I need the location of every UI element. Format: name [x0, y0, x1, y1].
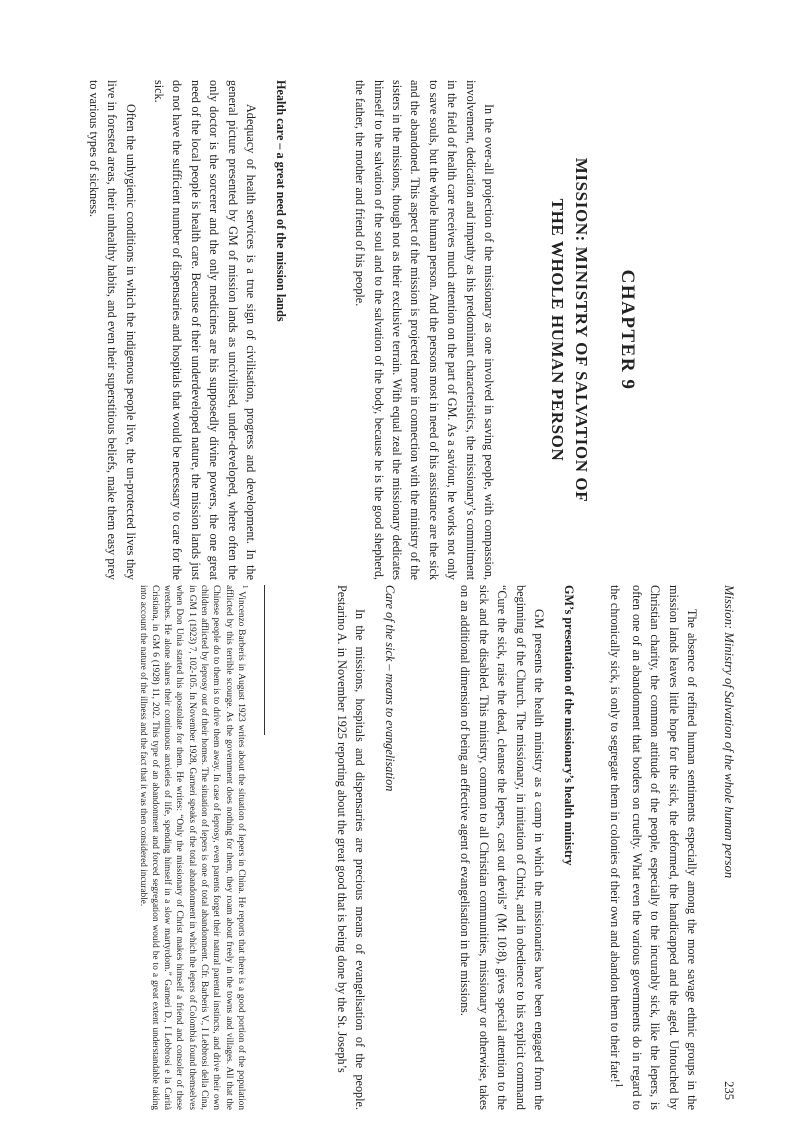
footnote-reference: 1	[613, 1082, 625, 1088]
health-care-paragraph-1: Adequacy of health services is a true sign of civilisation, progress and development. In the general picture presented by GM of mission lands as uncivilised, under-developed, where often the only doctor is the sorcerer and the only medicines are his supposedly divine powers, the one great need of the local people is health care. Because of their underdeveloped nature, the mission lands just do not have the sufficient number of dispensaries and hospitals that would be necessary to care for the sick.	[151, 80, 258, 580]
health-care-paragraph-2: Often the unhygienic conditions in which the indigenous people live, the un-protected lives they live in forested areas, their unhealthy habits, and even their superstitious beliefs, make them easy prey to various types of sickness.	[86, 80, 138, 580]
right-paragraph-1	[606, 585, 701, 1110]
page-number: 235	[722, 1081, 736, 1100]
subsection-heading-care-of-sick: Care of the sick – means to evangelisation	[383, 585, 397, 792]
gm-presentation-block	[456, 585, 548, 1110]
chapter-label: CHAPTER 9	[617, 269, 638, 391]
footnote	[136, 585, 251, 1110]
care-of-sick-paragraph: In the missions, hospitals and dispensaries are precious means of evangelisation of the people. Pestarino A. in November 1925 reporting about the great good that is being done by the St. Joseph’s	[334, 585, 367, 1110]
intro-paragraph-block	[351, 80, 498, 580]
intro-paragraph: In the over-all projection of the missionary as one involved in saving people, with compassion, involvement, dedication and impathy as his predominant characteristics, the missionary’s commitment in the field of health care receives much attention on the part of GM. As a saviour, he works not only to save souls, but the whole human person. And the persons most in need of his assistance are the sick and the abandoned. This aspect of the mission is projected more in connection with the ministry of the sisters in the missions, though not as their exclusive terrain. With equal zeal the missionary dedicates himself to the salvation of the soul and to the salvation of the body, because he is the good shepherd, the father, the mother and friend of his people.	[353, 80, 496, 580]
footnote-separator	[264, 585, 265, 735]
footnote-mark: 1	[241, 585, 249, 589]
right-paragraph-1-text: The absence of refined human sentiments especially among the more savage ethnic groups in the mission lands leaves little hope for the sick, the deformed, the handicapped and the aged. Untouched by Christian charity, the common attitude of the people, especially to the incurably sick, like the lepers, is often one of an abandonment that borders on cruelty. What even the various governments do in regard to the chronically sick, is only to segregate them in colonies of their own and abandon them to their fate!	[608, 585, 699, 1110]
chapter-title	[545, 80, 593, 580]
left-page	[0, 40, 793, 580]
section-heading-gm-presentation: GM’s presentation of the missionary’s health ministry	[562, 585, 576, 866]
care-of-sick-block	[332, 585, 369, 1110]
section-heading-health-care: Health care – a great need of the mission lands	[274, 80, 288, 322]
right-page	[0, 585, 793, 1110]
footnote-text: Vincenzo Barberis in August 1923 writes about the situation of lepers in China. He reports that there is a good portion of the population afflicted by this terrible scourge. As the government does nothing for them, they roam about freely in the towns and villages. All that the Chinese people do to them is to drive them away. In case of leprosy, even parents forget their natural parental instincts, and drive their own children afflicted by leprosy out of their homes. The situation of lepers is one of total abandonment. Cfr. Barberis V., I Lebbrosi della Cina, in GM 1 (1923) 7, 102-105. In November 1928, Garneri speaks of the total abandonment in which the lepers of Colombia found themselves when Don Unia started his apostolate for them. He writes: “Only the missionary of Christ makes himself a friend and consoler of these wretches. He alone shares their continuous anxieties of life, spending himself in a slow martyrdom.” Garneri D., I Lebbrosi e la Carità Cristiana, in GM 6 (1928) 11, 202. This type of an abandonment and forced segregation would be to a great extent understandable taking into account the nature of the illness and the fact that it was then considered incurable.	[137, 585, 246, 1110]
health-care-block	[84, 80, 260, 580]
chapter-title-line-1: MISSION: MINISTRY OF SALVATION OF	[572, 157, 591, 503]
running-head: Mission: Ministry of Salvation of the whole human person	[722, 585, 736, 879]
right-paragraph-1-block	[606, 585, 701, 1110]
gm-presentation-paragraph: GM presents the health ministry as a camp in which the missionaries have been engaged from the beginning of the Church. The missionary, in imitation of Christ, and in obedience to his explicit command “Cure the sick, raise the dead, cleanse the lepers, cast out devils” (Mt 10:8), gives special attention to the sick and the disabled. This ministry, common to all Christian communities, missionary or otherwise, takes on an additional dimension of being an effective agent of evangelisation in the missions.	[458, 585, 546, 1110]
chapter-title-line-2: THE WHOLE HUMAN PERSON	[548, 198, 567, 462]
